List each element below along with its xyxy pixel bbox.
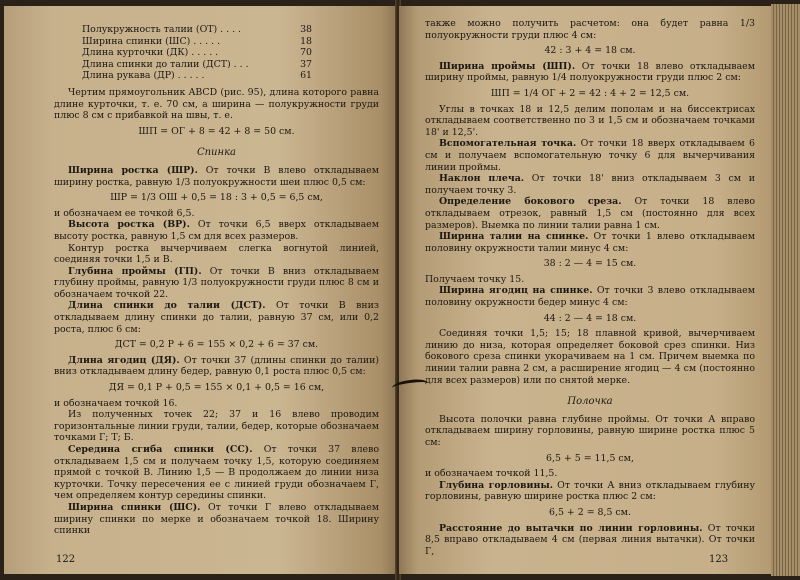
formula: ШР = 1/3 ОШ + 0,5 = 18 : 3 + 0,5 = 6,5 см,: [110, 192, 323, 204]
list-item: Длина рукава (ДР) . . . . . 61: [82, 70, 312, 82]
formula: 38 : 2 — 4 = 15 см.: [543, 258, 637, 270]
paragraph: также можно получить расчетом: она будет равна 1/3 полуокружности груди плюс 4 см:: [425, 18, 755, 41]
right-page: [399, 6, 771, 574]
left-page: [4, 6, 397, 574]
formula: ДСТ = 0,2 Р + 6 = 155 × 0,2 + 6 = 37 см.: [114, 339, 319, 351]
page-number: 123: [709, 554, 729, 566]
list-item: Длина спинки до талии (ДСТ) . . . 37: [82, 58, 312, 70]
list-item: Длина курточки (ДК) . . . . . 70: [82, 47, 312, 59]
paragraph: Соединяя точки 1,5; 15; 18 плавной кривой, вычерчиваем линию до низа, которая определяет боковой срез спинки. Низ бокового среза спинки укорачиваем на 1 см. Причем выемка по линии талии равна 2 см, а расширение ягодиц — 4 см (постоянно для всех размеров) или по снятой мерке.: [425, 328, 755, 386]
paragraph: Получаем точку 15.: [425, 273, 525, 285]
paragraph: Высота ростка (ВР). От точки 6,5 вверх откладываем высоту ростка, равную 1,5 см для всех размеров.: [54, 219, 379, 242]
paragraph: Определение бокового среза. От точки 18 влево откладываем отрезок, равный 1,5 см (постоянно для всех размеров). Выемка по линии талии равна 1 см.: [425, 196, 755, 231]
paragraph: и обозначаем точкой 11,5.: [425, 468, 558, 480]
formula: 6,5 + 5 = 11,5 см,: [546, 452, 634, 464]
paragraph: Середина сгиба спинки (СС). От точки 37 влево откладываем 1,5 см и получаем точку 1,5, которую соединяем прямой с точкой В. Линию 1,5 — В продолжаем до линии низа курточки. Точку пересечения ее с линией груди обозначаем Г, чем определяем контур середины спинки.: [54, 444, 379, 502]
paragraph: Глубина проймы (ГП). От точки В вниз откладываем глубину проймы, равную 1/3 полуокружности груди плюс 8 см и обозначаем точкой 22.: [54, 265, 379, 300]
paragraph: и обозначаем точкой 16.: [54, 397, 178, 409]
page-edges: [771, 4, 800, 576]
page-number: 122: [56, 554, 76, 566]
formula: ДЯ = 0,1 Р + 0,5 = 155 × 0,1 + 0,5 = 16 см,: [108, 382, 325, 394]
formula: 6,5 + 2 = 8,5 см.: [549, 506, 631, 518]
paragraph: Ширина ростка (ШР). От точки В влево откладываем ширину ростка, равную 1/3 полуокружности шеи плюс 0,5 см:: [54, 164, 379, 188]
paragraph: Глубина горловины. От точки А вниз откладываем глубину горловины, равную ширине ростка плюс 2 см:: [425, 479, 755, 503]
formula: ШП = 1/4 ОГ + 2 = 42 : 4 + 2 = 12,5 см.: [490, 87, 690, 99]
formula: 42 : 3 + 4 = 18 см.: [544, 45, 636, 57]
paragraph: Из полученных точек 22; 37 и 16 влево проводим горизонтальные линии груди, талии, бедер, которые обозначаем точками Г; Т; Б.: [54, 409, 379, 444]
list-item: Полукружность талии (ОТ) . . . . 38: [82, 24, 312, 35]
paragraph: Ширина проймы (ШП). От точки 18 влево откладываем ширину проймы, равную 1/4 полуокружности груди плюс 2 см:: [425, 60, 756, 84]
list-item: Ширина спинки (ШС) . . . . . 18: [82, 35, 312, 47]
paragraph: Ширина талии на спинке. От точки 1 влево откладываем половину окружности талии минус 4 см:: [425, 231, 756, 254]
paragraph: Вспомогательная точка. От точки 18 вверх откладываем 6 см и получаем вспомогательную точку 6 для вычерчивания линии проймы.: [425, 138, 756, 173]
paragraph: Высота полочки равна глубине проймы. От точки А вправо откладываем ширину горловины, равную ширине ростка плюс 5 см:: [425, 413, 755, 448]
formula: ШП = ОГ + 8 = 42 + 8 = 50 см.: [138, 125, 295, 137]
section-heading: Полочка: [567, 396, 613, 408]
formula: 44 : 2 — 4 = 18 см.: [543, 312, 637, 324]
paragraph: Ширина спинки (ШС). От точки Г влево откладываем ширину спинки по мерке и обозначаем точкой 18. Ширину спинки: [54, 501, 379, 537]
section-heading: Спинка: [196, 147, 237, 159]
paragraph: Чертим прямоугольник ABCD (рис. 95), длина которого равна длине курточки, т. е. 70 см, а ширина — полукружности груди плюс 8 см с прибавкой на швы, т. е.: [54, 86, 379, 122]
paragraph: Контур ростка вычерчиваем слегка вогнутой линией, соединяя точки 1,5 и В.: [54, 242, 379, 266]
measurements-list: [82, 24, 312, 82]
paragraph: Наклон плеча. От точки 18' вниз откладываем 3 см и получаем точку 3.: [425, 173, 755, 196]
paragraph: Углы в точках 18 и 12,5 делим пополам и на биссектрисах откладываем соответственно по 3 и 1,5 см и обозначаем точками 18' и 12,5'.: [425, 103, 755, 138]
paragraph: Расстояние до вытачки по линии горловины. От точки 8,5 вправо откладываем 4 см (первая линия вытачки). От точки Г,: [425, 522, 755, 557]
paragraph: Длина ягодиц (ДЯ). От точки 37 (длины спинки до талии) вниз откладываем длину бедер, равную 0,1 роста плюс 0,5 см:: [54, 354, 379, 378]
paragraph: Длина спинки до талии (ДСТ). От точки В вниз откладываем длину спинки до талии, равную 37 см, или 0,2 роста, плюс 6 см:: [54, 300, 379, 335]
paragraph: Ширина ягодиц на спинке. От точки 3 влево откладываем половину окружности бедер минус 4 см:: [425, 285, 755, 309]
paragraph: и обозначаем ее точкой 6,5.: [54, 207, 195, 219]
